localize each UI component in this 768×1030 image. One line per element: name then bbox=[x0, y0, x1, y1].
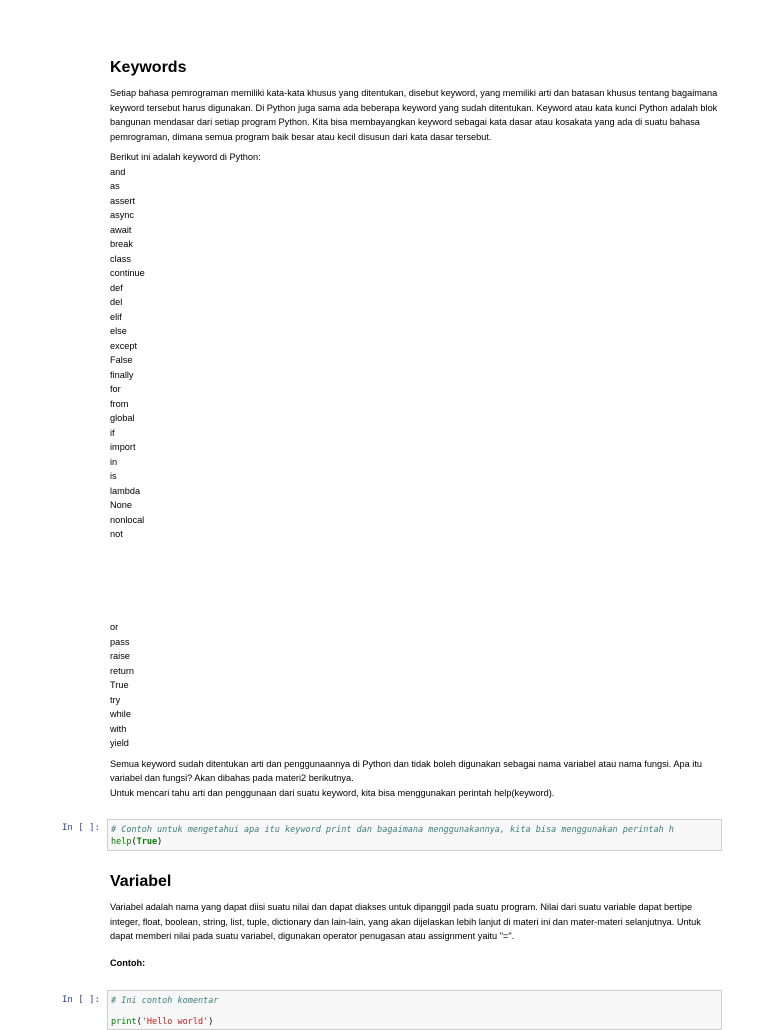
code-string-argument: 'Hello world' bbox=[141, 1017, 209, 1027]
keyword-item: global bbox=[110, 413, 135, 424]
keywords-help-paragraph: Untuk mencari tahu arti dan penggunaan dari suatu keyword, kita bisa menggunakan perintah help(keyword). bbox=[110, 787, 555, 798]
keyword-item: continue bbox=[110, 268, 145, 279]
code-line-comment bbox=[111, 995, 718, 1007]
keyword-item: lambda bbox=[110, 485, 141, 496]
keyword-item: with bbox=[110, 723, 127, 734]
code-comment: # Ini contoh komentar bbox=[111, 996, 219, 1006]
keyword-item: in bbox=[110, 456, 118, 467]
keyword-item: finally bbox=[110, 369, 134, 380]
code-paren-open: ( bbox=[131, 837, 137, 847]
code-line-comment bbox=[111, 824, 718, 836]
code-comment: # Contoh untuk mengetahui apa itu keyword print dan bagaimana menggunakannya, kita bisa menggunakan perintah h bbox=[111, 825, 674, 835]
keyword-item: True bbox=[110, 680, 129, 690]
keywords-list-heading: Berikut ini adalah keyword di Python: bbox=[110, 152, 261, 163]
section-title-variabel: Variabel bbox=[110, 873, 172, 890]
keyword-item: assert bbox=[110, 195, 136, 206]
keywords-outro-paragraph: Semua keyword sudah ditentukan arti dan penggunaannya di Python dan tidak boleh digunakan sebagai nama variabel atau nama fungsi. Apa itu variabel dan fungsi? Akan dibahas pada materi2 berikutnya. bbox=[110, 758, 702, 784]
keyword-item: pass bbox=[110, 636, 130, 647]
keyword-item: from bbox=[110, 398, 129, 409]
keyword-item: del bbox=[110, 297, 123, 308]
keyword-item: def bbox=[110, 282, 123, 293]
code-function-name: print bbox=[111, 1017, 137, 1027]
keywords-intro-paragraph: Setiap bahasa pemrograman memiliki kata-kata khusus yang ditentukan, disebut keyword, yang memiliki arti dan batasan khusus tentang bagaimana keyword tersebut harus digunakan. Di Python juga sama ada beberapa keyword yang sudah ditentukan. Keyword atau kata kunci Python adalah blok bangunan mendasar dari setiap program Python. Kita bisa membayangkan keyword sebagai kata dasar atau kosakata yang ada di suatu bahasa pemrograman, dimana semua program baik besar atau kecil disusun dari kata dasar tersebut. bbox=[110, 88, 718, 142]
keyword-list-part-2 bbox=[110, 620, 720, 751]
keyword-item: break bbox=[110, 239, 133, 250]
code-cell-help[interactable] bbox=[107, 819, 722, 851]
keyword-list-part-1 bbox=[110, 165, 720, 542]
keyword-item: for bbox=[110, 384, 121, 395]
markdown-cell-keywords-continued bbox=[110, 620, 720, 800]
markdown-cell-variabel bbox=[110, 872, 720, 970]
keyword-item: if bbox=[110, 427, 115, 438]
code-paren-close: ) bbox=[157, 837, 163, 847]
keyword-item: False bbox=[110, 355, 133, 366]
keyword-item: while bbox=[110, 709, 131, 719]
keyword-item: else bbox=[110, 326, 127, 337]
code-line-call bbox=[111, 836, 718, 848]
code-paren-open: ( bbox=[136, 1017, 142, 1027]
keyword-item: try bbox=[110, 694, 121, 705]
keyword-item: elif bbox=[110, 311, 122, 322]
keyword-item: import bbox=[110, 442, 136, 453]
keyword-item: or bbox=[110, 622, 119, 632]
example-label: Contoh: bbox=[110, 957, 146, 968]
keyword-item: yield bbox=[110, 738, 129, 748]
keyword-item: except bbox=[110, 340, 138, 351]
keyword-item: raise bbox=[110, 651, 130, 661]
keyword-item: async bbox=[110, 210, 135, 221]
code-function-name: help bbox=[111, 837, 132, 847]
input-prompt: In [ ]: bbox=[62, 995, 100, 1005]
code-paren-close: ) bbox=[208, 1017, 214, 1027]
keyword-item: not bbox=[110, 529, 123, 540]
code-line-call bbox=[111, 1016, 718, 1028]
code-cell-example[interactable] bbox=[107, 990, 722, 1030]
variabel-paragraph: Variabel adalah nama yang dapat diisi suatu nilai dan dapat diakses untuk dipanggil pada suatu program. Nilai dari suatu variable dapat bertipe integer, float, boolean, string, list, tuple, dictionary dan lain-lain, yang akan dijelaskan lebih lanjut di materi ini dan mater-materi selanjutnya. Untuk dapat memberi nilai pada suatu variabel, digunakan operator penugasan atau assignment yaitu "=". bbox=[110, 902, 701, 942]
keyword-item: await bbox=[110, 224, 132, 235]
keyword-item: is bbox=[110, 471, 117, 482]
keyword-item: None bbox=[110, 500, 132, 511]
input-prompt: In [ ]: bbox=[62, 823, 100, 833]
markdown-cell-keywords bbox=[110, 58, 720, 542]
keyword-item: return bbox=[110, 665, 135, 676]
keyword-item: and bbox=[110, 166, 126, 177]
keyword-item: as bbox=[110, 181, 120, 192]
keyword-item: class bbox=[110, 253, 131, 264]
section-title-keywords: Keywords bbox=[110, 59, 187, 76]
keyword-item: nonlocal bbox=[110, 514, 145, 525]
code-argument: True bbox=[136, 837, 158, 847]
